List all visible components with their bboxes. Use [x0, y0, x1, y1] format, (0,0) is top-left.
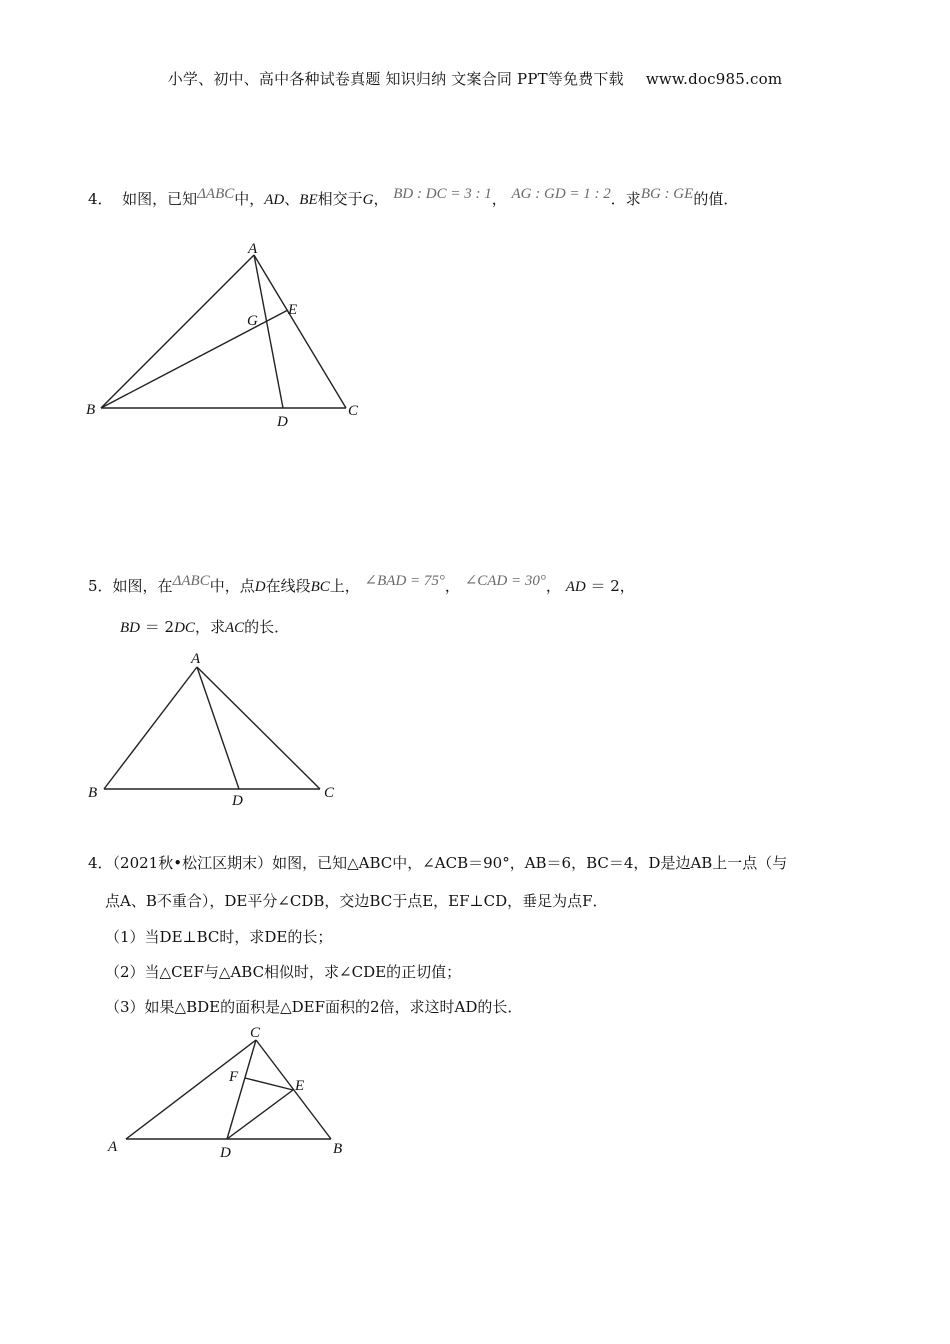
label-e: E — [295, 1078, 305, 1094]
q4b-statement-line2: 点A、B不重合），DE平分∠CDB，交边BC于点E，EF⊥CD，垂足为点F． — [105, 892, 608, 910]
label-b: B — [86, 402, 96, 418]
segment-ad — [197, 667, 239, 789]
segment-ac — [126, 1040, 256, 1139]
segment-ac — [197, 667, 320, 789]
label-f: F — [229, 1069, 239, 1085]
label-a: A — [191, 651, 201, 667]
label-g: G — [247, 313, 258, 329]
label-a: A — [108, 1139, 118, 1155]
label-d: D — [220, 1145, 231, 1161]
label-d: D — [232, 793, 243, 809]
label-b: B — [88, 785, 98, 801]
q5-statement-line1: 5．如图，在$^{\Delta ABC}$中，点D在线段BC上， $^{\angle BAD = 75^\circ}$， $^{\angle CAD = 30^\circ}$， AD ＝ 2， — [88, 573, 635, 595]
label-a: A — [248, 241, 258, 257]
q5-statement-line2: BD ＝ 2DC，求AC的长． — [120, 618, 290, 636]
label-b: B — [333, 1141, 343, 1157]
q4b-part2: （2）当△CEF与△ABC相似时，求∠CDE的正切值； — [105, 963, 462, 981]
q4a-figure — [80, 240, 380, 435]
q4a-statement: 4． 如图，已知$^{\Delta ABC}$中，AD、BE相交于G， $^{BD : DC = 3 : 1}$， $^{AG : GD = 1 : 2}$．求$^{BG : GE}$的值． — [88, 186, 739, 208]
q4b-statement-line1: 4．（2021秋•松江区期末）如图，已知△ABC中，∠ACB＝90°，AB＝6，BC＝4，D是边AB上一点（与 — [88, 854, 788, 872]
label-e: E — [288, 302, 298, 318]
header-text: 小学、初中、高中各种试卷真题 知识归纳 文案合同 PPT等免费下载 — [167, 70, 624, 88]
label-d: D — [277, 414, 288, 430]
label-c: C — [324, 785, 335, 801]
segment-be — [101, 310, 288, 408]
segment-de — [227, 1090, 293, 1139]
label-c: C — [348, 403, 359, 419]
segment-cb — [256, 1040, 331, 1139]
q4b-figure — [100, 1020, 360, 1165]
page-header — [0, 68, 950, 89]
segment-ba — [101, 255, 254, 408]
segment-dc — [227, 1040, 256, 1139]
segment-ba — [104, 667, 197, 789]
header-site: www.doc985.com — [645, 70, 783, 88]
q4b-part1: （1）当DE⊥BC时，求DE的长； — [105, 928, 333, 946]
label-c: C — [250, 1025, 261, 1041]
q5-figure — [80, 645, 360, 815]
q4b-part3: （3）如果△BDE的面积是△DEF面积的2倍，求这时AD的长． — [105, 998, 523, 1016]
